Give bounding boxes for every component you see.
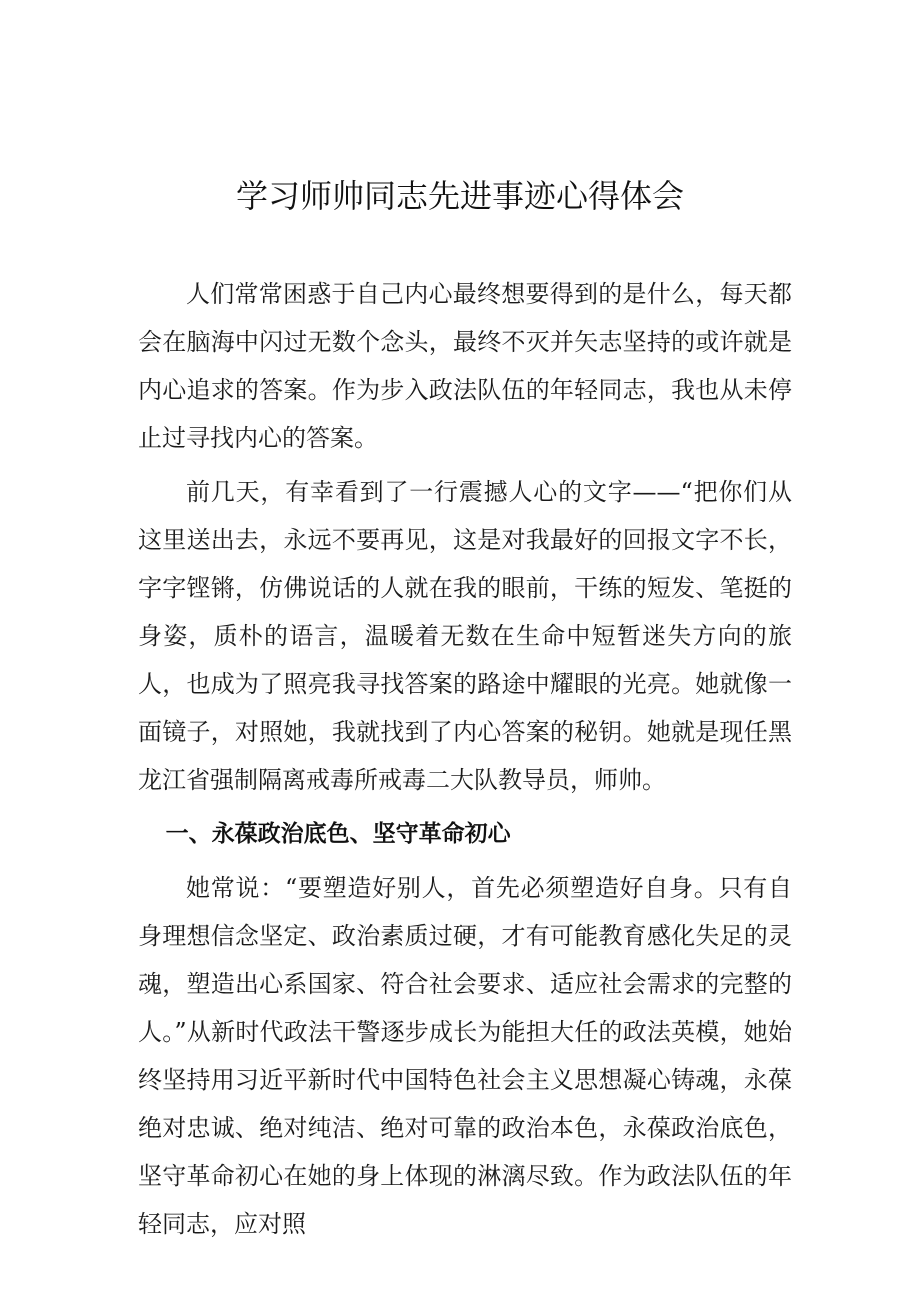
section-heading: 一、永葆政治底色、坚守革命初心 [165,821,511,847]
paragraph-intro: 人们常常困惑于自己内心最终想要得到的是什么，每天都会在脑海中闪过无数个念头，最终不灭并矢志坚持的或许就是内心追求的答案。作为步入政法队伍的年轻同志，我也从未停止过寻找内心的答案。 [138,280,792,452]
document-title: 学习师帅同志先进事迹心得体会 [235,177,684,215]
document-body [138,270,792,1254]
paragraph-shishuai: 前几天，有幸看到了一行震撼人心的文字——“把你们从这里送出去，永远不要再见，这是对我最好的回报文字不长，字字铿锵，仿佛说话的人就在我的眼前，干练的短发、笔挺的身姿，质朴的语言，温暖着无数在生命中短暂迷失方向的旅人，也成为了照亮我寻找答案的路途中耀眼的光亮。她就像一面镜子，对照她，我就找到了内心答案的秘钥。她就是现任黑龙江省强制隔离戒毒所戒毒二大队教导员，师帅。 [138,478,792,794]
paragraph-section-1: 她常说：“要塑造好别人，首先必须塑造好自身。只有自身理想信念坚定、政治素质过硬，才有可能教育感化失足的灵魂，塑造出心系国家、符合社会要求、适应社会需求的完整的人。”从新时代政法干警逐步成长为能担大任的政法英模，她始终坚持用习近平新时代中国特色社会主义思想凝心铸魂，永葆绝对忠诚、绝对纯洁、绝对可靠的政治本色，永葆政治底色，坚守革命初心在她的身上体现的淋漓尽致。作为政法队伍的年轻同志，应对照 [138,874,792,1238]
